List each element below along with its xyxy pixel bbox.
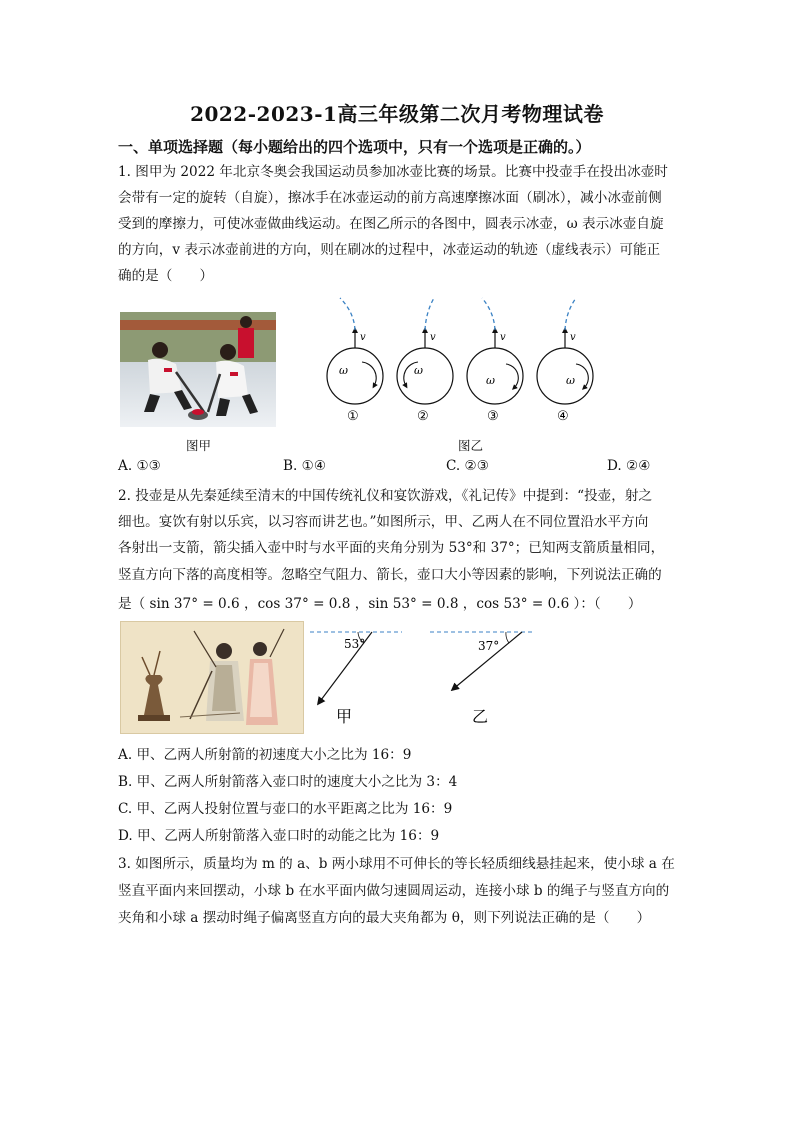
angle-37: 37°: [478, 639, 500, 653]
fig-jia-caption: 图甲: [186, 438, 212, 453]
q1-line-4: 的方向，v 表示冰壶前进的方向，则在刷冰的过程中，冰壶运动的轨迹（虚线表示）可能正: [118, 242, 661, 258]
q2-option-b[interactable]: B. 甲、乙两人所射箭落入壶口时的速度大小之比为 3：4: [118, 774, 458, 790]
v-symbol: v: [570, 332, 576, 343]
q1-line-5: 确的是（ ）: [118, 268, 214, 284]
curling-photo: [120, 312, 276, 427]
diagram-label-1: ①: [347, 409, 359, 424]
omega-symbol: ω: [339, 364, 348, 377]
v-symbol: v: [360, 332, 366, 343]
q2-line-2: 细也。宴饮有射以乐宾，以习容而讲艺也。”如图所示，甲、乙两人在不同位置沿水平方向: [118, 514, 649, 530]
curling-diagrams: [310, 292, 610, 428]
q3-line-1: 3. 如图所示，质量均为 m 的 a、b 两小球用不可伸长的等长轻质细线悬挂起来，使小球 a 在: [118, 856, 675, 872]
q2-line-1: 2. 投壶是从先秦延续至清末的中国传统礼仪和宴饮游戏，《礼记传》中提到：“投壶，射之: [118, 488, 652, 504]
section-heading: 一、单项选择题（每小题给出的四个选项中，只有一个选项是正确的。）: [118, 138, 591, 156]
label-yi: 乙: [472, 707, 489, 726]
angle-53: 53°: [344, 637, 366, 651]
v-symbol: v: [430, 332, 436, 343]
diagram-label-4: ④: [557, 409, 569, 424]
q2-line-4: 竖直方向下落的高度相等。忽略空气阻力、箭长，壶口大小等因素的影响，下列说法正确的: [118, 567, 662, 583]
q3-line-2: 竖直平面内来回摆动，小球 b 在水平面内做匀速圆周运动，连接小球 b 的绳子与竖直方向的: [118, 883, 670, 899]
q1-option-d[interactable]: D. ②④: [607, 458, 651, 474]
label-jia: 甲: [336, 707, 353, 726]
diagram-3: [467, 298, 523, 424]
q2-line-5: 是（ sin 37° = 0.6 ，cos 37° = 0.8 ，sin 53° = 0.8 ，cos 53° = 0.6 ）：（ ）: [118, 596, 642, 612]
q3-line-3: 夹角和小球 a 摆动时绳子偏离竖直方向的最大夹角都为 θ，则下列说法正确的是（ ）: [118, 910, 651, 926]
diagram-label-3: ③: [487, 409, 499, 424]
diagram-2: [397, 298, 453, 424]
omega-symbol: ω: [486, 374, 495, 387]
diagram-label-2: ②: [417, 409, 429, 424]
q2-option-a[interactable]: A. 甲、乙两人所射箭的初速度大小之比为 16：9: [118, 747, 412, 763]
q2-option-c[interactable]: C. 甲、乙两人投射位置与壶口的水平距离之比为 16：9: [118, 801, 453, 817]
q1-line-1: 1. 图甲为 2022 年北京冬奥会我国运动员参加冰壶比赛的场景。比赛中投壶手在投出冰壶时: [118, 164, 668, 180]
q1-line-2: 会带有一定的旋转（自旋），擦冰手在冰壶运动的前方高速摩擦冰面（刷冰），减小冰壶前侧: [118, 190, 662, 206]
touhu-painting: [120, 621, 304, 734]
omega-symbol: ω: [414, 364, 423, 377]
q1-line-3: 受到的摩擦力，可使冰壶做曲线运动。在图乙所示的各图中，圆表示冰壶，ω 表示冰壶自旋: [118, 216, 664, 232]
exam-title: 2022-2023-1高三年级第二次月考物理试卷: [190, 102, 604, 126]
omega-symbol: ω: [566, 374, 575, 387]
v-symbol: v: [500, 332, 506, 343]
q1-option-b[interactable]: B. ①④: [283, 458, 327, 474]
arrow-angle-diagrams: [310, 622, 540, 732]
q2-option-d[interactable]: D. 甲、乙两人所射箭落入壶口时的动能之比为 16：9: [118, 828, 440, 844]
fig-yi-caption: 图乙: [458, 438, 484, 453]
q1-option-a[interactable]: A. ①③: [118, 458, 161, 474]
q1-option-c[interactable]: C. ②③: [446, 458, 489, 474]
q2-line-3: 各射出一支箭，箭尖插入壶中时与水平面的夹角分别为 53°和 37°；已知两支箭质量相同，: [118, 540, 665, 556]
diagram-1: [327, 298, 383, 424]
diagram-4: [537, 298, 593, 424]
